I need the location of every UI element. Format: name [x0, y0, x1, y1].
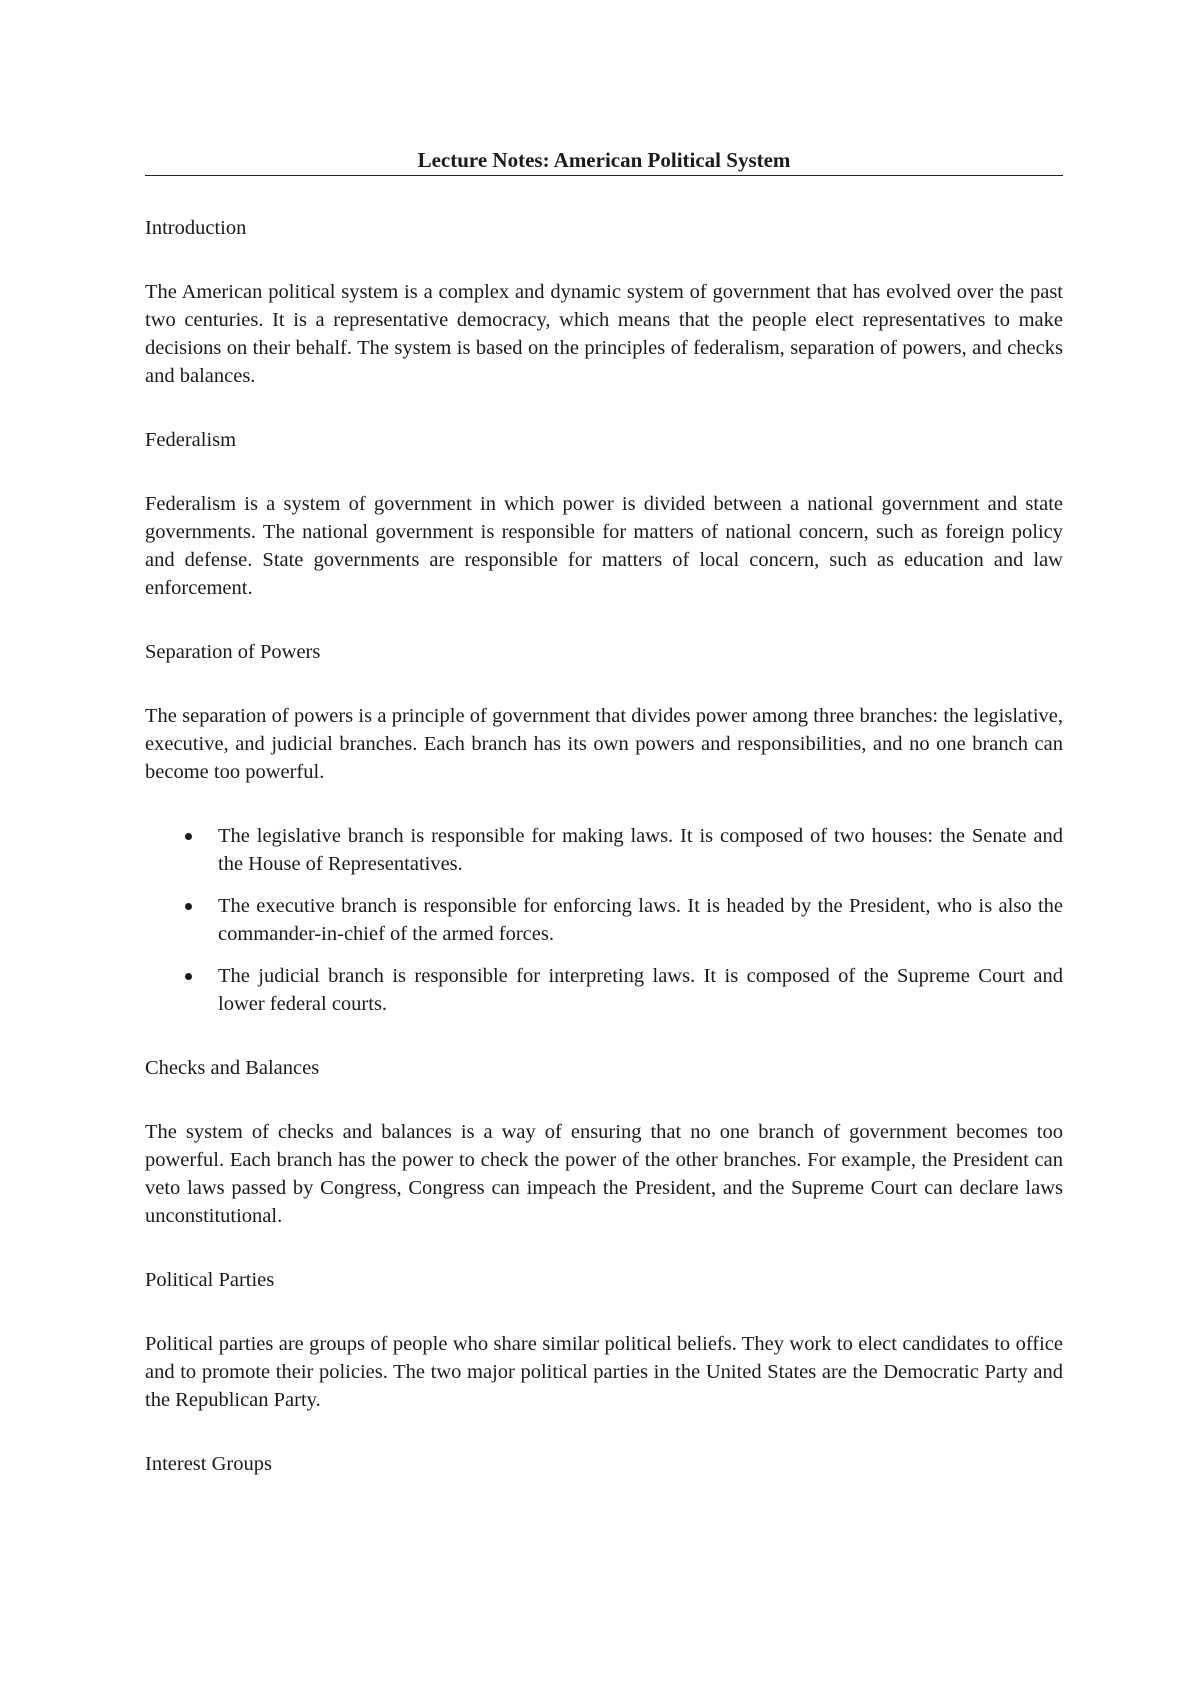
bullet-icon: [185, 973, 192, 980]
section-paragraph-checks-and-balances: The system of checks and balances is a way of ensuring that no one branch of government becomes too powerful. Each branch has the power to check the power of the other branches. For example, the President can veto laws passed by Congress, Congress can impeach the President, and the Supreme Court can declare laws unconstitutional.: [145, 1121, 1063, 1227]
list-item-text: The judicial branch is responsible for interpreting laws. It is composed of the Supreme Court and lower federal courts.: [218, 965, 1063, 1015]
list-item-judicial: [145, 962, 1063, 1018]
list-item-executive: [145, 892, 1063, 948]
document-body: [145, 214, 1063, 1514]
section-heading-political-parties: Political Parties: [145, 1269, 275, 1291]
section-heading-introduction: Introduction: [145, 217, 247, 239]
section-heading-interest-groups: Interest Groups: [145, 1453, 272, 1475]
section-heading-federalism: Federalism: [145, 429, 237, 451]
section-paragraph-federalism: Federalism is a system of government in which power is divided between a national government and state governments. The national government is responsible for matters of national concern, such as foreign policy and defense. State governments are responsible for matters of local concern, such as education and law enforcement.: [145, 493, 1063, 599]
section-paragraph-separation-of-powers: The separation of powers is a principle of government that divides power among three branches: the legislative, executive, and judicial branches. Each branch has its own powers and responsibilities, and no one branch can become too powerful.: [145, 705, 1063, 783]
bullet-icon: [185, 903, 192, 910]
list-item-text: The legislative branch is responsible for making laws. It is composed of two houses: the Senate and the House of Representatives.: [218, 825, 1063, 875]
section-paragraph-introduction: The American political system is a complex and dynamic system of government that has evolved over the past two centuries. It is a representative democracy, which means that the people elect representatives to make decisions on their behalf. The system is based on the principles of federalism, separation of powers, and checks and balances.: [145, 281, 1063, 387]
list-item-legislative: [145, 822, 1063, 878]
branches-bullet-list: [145, 822, 1063, 1018]
section-heading-separation-of-powers: Separation of Powers: [145, 641, 321, 663]
section-paragraph-political-parties: Political parties are groups of people who share similar political beliefs. They work to elect candidates to office and to promote their policies. The two major political parties in the United States are the Democratic Party and the Republican Party.: [145, 1333, 1063, 1411]
section-heading-checks-and-balances: Checks and Balances: [145, 1057, 320, 1079]
document-page: [145, 0, 1063, 1696]
list-item-text: The executive branch is responsible for enforcing laws. It is headed by the President, who is also the commander-in-chief of the armed forces.: [218, 895, 1063, 945]
title-divider: [145, 175, 1063, 176]
bullet-icon: [185, 833, 192, 840]
document-title: Lecture Notes: American Political System: [417, 148, 791, 172]
